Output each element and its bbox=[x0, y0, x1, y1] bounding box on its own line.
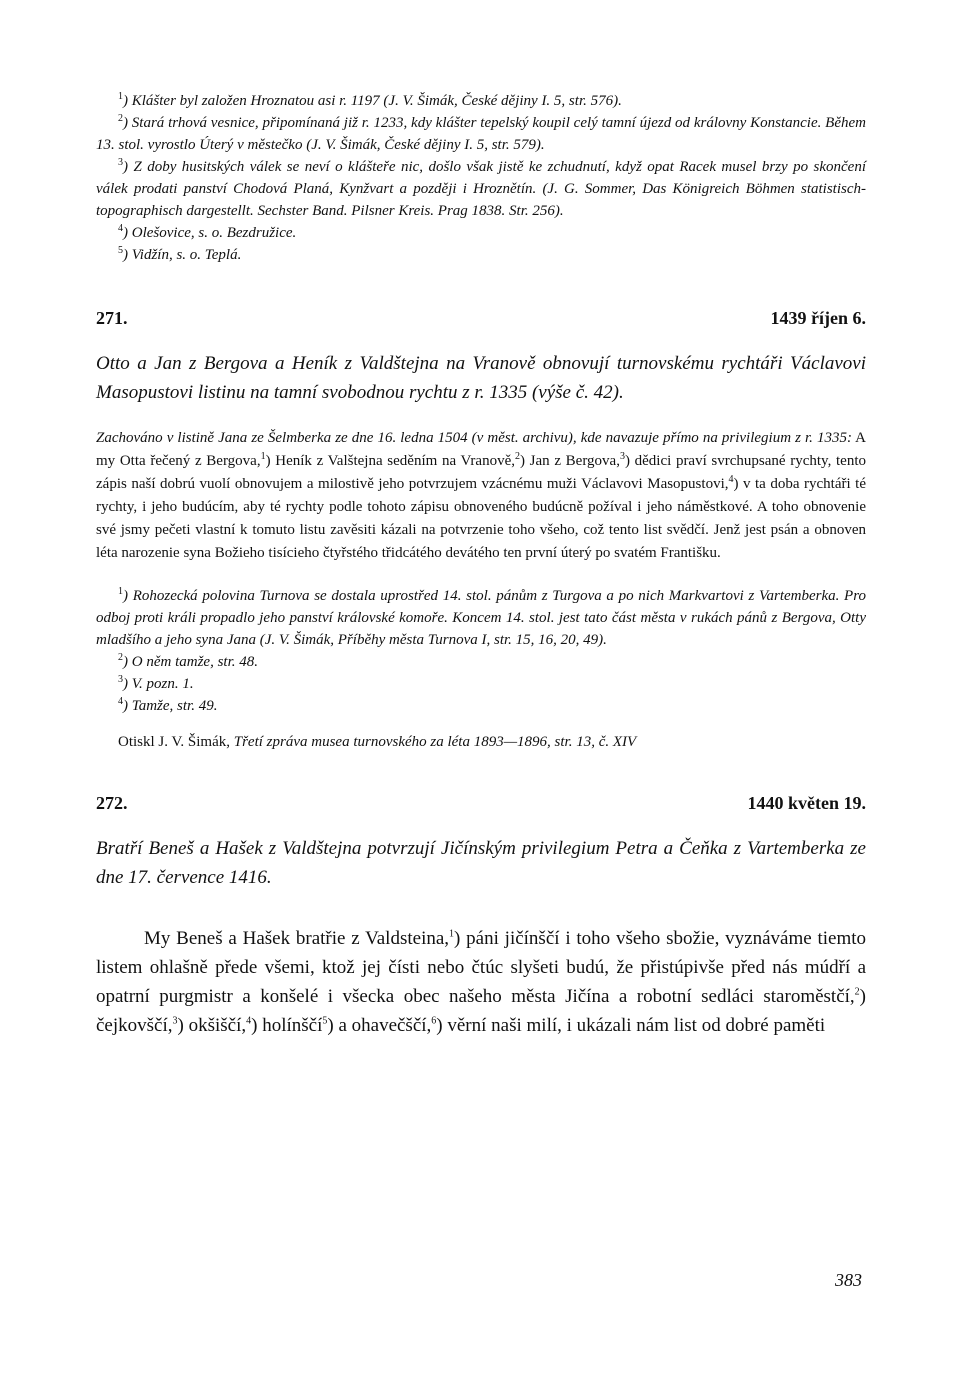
footnote-mark: 2 bbox=[118, 652, 123, 663]
footnote: $^5$) Vidžín, s. o. Teplá. bbox=[118, 245, 242, 263]
entry-271-footnotes bbox=[96, 585, 866, 753]
footnote-text: Z doby husitských válek se neví o klášteře nic, došlo však jistě ke zchudnutí, když opat Racek musel brzy po skončení válek prodati panství Chodová Planá, Kynžvart a později i Hroznětín. (J. G. Sommer, Das Königreich Böhmen statistisch-topographisch dargestellt. Sechster Band. Pilsner Kreis. Prag 1838. Str. 256). bbox=[96, 159, 866, 219]
source-note: Zachováno v listině Jana ze Šelmberka ze dne 16. ledna 1504 (v měst. archivu), kde navazuje přímo na privilegium z r. 1335: bbox=[96, 430, 852, 446]
entry-271-text: Zachováno v listině Jana ze Šelmberka ze dne 16. ledna 1504 (v měst. archivu), kde navazuje přímo na privilegium z r. 1335: A my Otta řečený z Bergova,$^1$) Heník z Valštejna seděním na Vranově,$^2$) Jan z Bergova,$^3$) dědici praví svrchupsané rychty, tento zápis naší dobrú vuolí obnovujem a milostivě jeho potvrzujem vzácnému muži Václavovi Masopustovi,$^4$) v ta doba rychtáři té rychty, i jeho budúcím, aby té rychty podle tohoto zápisu obnoveného budúcně požíval i jeho náměstkové. A toho obnovenie své jsmy pečeti vlastní k tomuto listu zavěsiti kázali na potvrzenie toho všeho, což tento list svědčí. Jenž jest psán a obnoven léta narozenie syna Božieho tisícieho čtyřstého třidcátého devátého ten první úterý po svatém Františku. bbox=[96, 430, 866, 561]
page-number: 383 bbox=[835, 1270, 862, 1290]
footnote-text: Tamže, str. 49. bbox=[131, 698, 218, 714]
note-mark: 1 bbox=[260, 451, 266, 462]
footnote-mark: 4 bbox=[118, 223, 123, 234]
footnote-text: V. pozn. 1. bbox=[131, 676, 194, 692]
footnote: $^1$) Rohozecká polovina Turnova se dostala uprostřed 14. stol. pánům z Turgova a po nich Markvartovi z Vartemberka. Pro odboj proti králi propadlo jeho panství královské komoře. Koncem 14. stol. jest tato část města v rukách pánů z Bergova, Otty mladšího a jeho syna Jana (J. V. Šimák, Příběhy města Turnova I, str. 15, 16, 20, 49). bbox=[96, 586, 867, 648]
footnote-text: Klášter byl založen Hroznatou asi r. 1197 (J. V. Šimák, České dějiny I. 5, str. 576). bbox=[131, 93, 622, 109]
footnote-text: Stará trhová vesnice, připomínaná již r. 1233, kdy klášter tepelský koupil celý tamní újezd od královny Konstancie. Během 13. stol. vyrostlo Úterý v městečko (J. V. Šimák, České dějiny I. 5, str. 579). bbox=[96, 115, 866, 153]
note-mark: 3 bbox=[172, 1015, 178, 1027]
entry-date: 1439 říjen 6. bbox=[770, 308, 866, 328]
note-mark: 4 bbox=[728, 474, 734, 485]
page-content bbox=[96, 90, 866, 1040]
footnotes-top bbox=[96, 90, 866, 266]
footnote: $^2$) O něm tamže, str. 48. bbox=[118, 652, 258, 670]
footnote: $^2$) Stará trhová vesnice, připomínaná již r. 1233, kdy klášter tepelský koupil celý tamní újezd od královny Konstancie. Během 13. stol. vyrostlo Úterý v městečko (J. V. Šimák, České dějiny I. 5, str. 579). bbox=[96, 113, 866, 153]
entry-number: 271. bbox=[96, 308, 128, 328]
footnote-mark: 1 bbox=[118, 91, 123, 102]
entry-272-heading bbox=[96, 793, 866, 814]
footnote-mark: 2 bbox=[118, 113, 123, 124]
entry-272-regest: Bratří Beneš a Hašek z Valdštejna potvrzují Jičínským privilegium Petra a Čeňka z Vartemberka ze dne 17. července 1416. bbox=[96, 838, 866, 888]
footnote: $^1$) Klášter byl založen Hroznatou asi r. 1197 (J. V. Šimák, České dějiny I. 5, str. 576). bbox=[118, 91, 622, 109]
footnote-mark: 5 bbox=[118, 245, 123, 256]
note-mark: 1 bbox=[449, 928, 455, 940]
footnote-text: Vidžín, s. o. Teplá. bbox=[131, 247, 242, 263]
footnote-text: Rohozecká polovina Turnova se dostala uprostřed 14. stol. pánům z Turgova a po nich Markvartovi z Vartemberka. Pro odboj proti králi propadlo jeho panství královské komoře. Koncem 14. stol. jest tato část města v rukách pánů z Bergova, Otty mladšího a jeho syna Jana (J. V. Šimák, Příběhy města Turnova I, str. 15, 16, 20, 49). bbox=[96, 588, 867, 648]
footnote-mark: 3 bbox=[118, 157, 123, 168]
footnote-mark: 3 bbox=[118, 674, 123, 685]
note-mark: 6 bbox=[431, 1015, 437, 1027]
footnote: $^3$) Z doby husitských válek se neví o klášteře nic, došlo však jistě ke zchudnutí, když opat Racek musel brzy po skončení válek prodati panství Chodová Planá, Kynžvart a později i Hroznětín. (J. G. Sommer, Das Königreich Böhmen statistisch-topographisch dargestellt. Sechster Band. Pilsner Kreis. Prag 1838. Str. 256). bbox=[96, 157, 866, 219]
footnote-text: O něm tamže, str. 48. bbox=[131, 654, 258, 670]
footnote-text: Olešovice, s. o. Bezdružice. bbox=[131, 225, 297, 241]
footnote: $^3$) V. pozn. 1. bbox=[118, 674, 194, 692]
print-note: Otiskl J. V. Šimák, Třetí zpráva musea turnovského za léta 1893—1896, str. 13, č. XIV bbox=[118, 734, 637, 750]
entry-271-regest: Otto a Jan z Bergova a Heník z Valdštejna na Vranově obnovují turnovskému rychtáři Václavovi Masopustovi listinu na tamní svobodnou rychtu z r. 1335 (výše č. 42). bbox=[96, 353, 866, 403]
footnote: $^4$) Olešovice, s. o. Bezdružice. bbox=[118, 223, 297, 241]
note-mark: 4 bbox=[246, 1015, 252, 1027]
entry-number: 272. bbox=[96, 793, 128, 813]
footnote-mark: 4 bbox=[118, 696, 123, 707]
footnote-mark: 1 bbox=[118, 586, 123, 597]
entry-271-heading bbox=[96, 308, 866, 329]
entry-date: 1440 květen 19. bbox=[747, 793, 866, 813]
note-mark: 2 bbox=[854, 986, 860, 998]
note-mark: 3 bbox=[619, 451, 625, 462]
note-mark: 5 bbox=[322, 1015, 328, 1027]
entry-272-text: My Beneš a Hašek bratřie z Valdsteina,$^1$) páni jičínščí i toho všeho sbožie, vyznáváme tiemto listem ohlašně přede všemi, ktož jej čísti nebo čtúc slyšeti budú, že přistúpivše před nás múdří a opatrní purgmistr a konšelé i všecka obec našeho města Jičína a robotní sedláci staroměstčí,$^2$) čejkovščí,$^3$) okšiščí,$^4$) holínščí$^5$) a ohavečščí,$^6$) věrní naši milí, i ukázali nám list od dobré paměti bbox=[96, 928, 866, 1036]
note-mark: 2 bbox=[515, 451, 520, 462]
footnote: $^4$) Tamže, str. 49. bbox=[118, 696, 218, 714]
